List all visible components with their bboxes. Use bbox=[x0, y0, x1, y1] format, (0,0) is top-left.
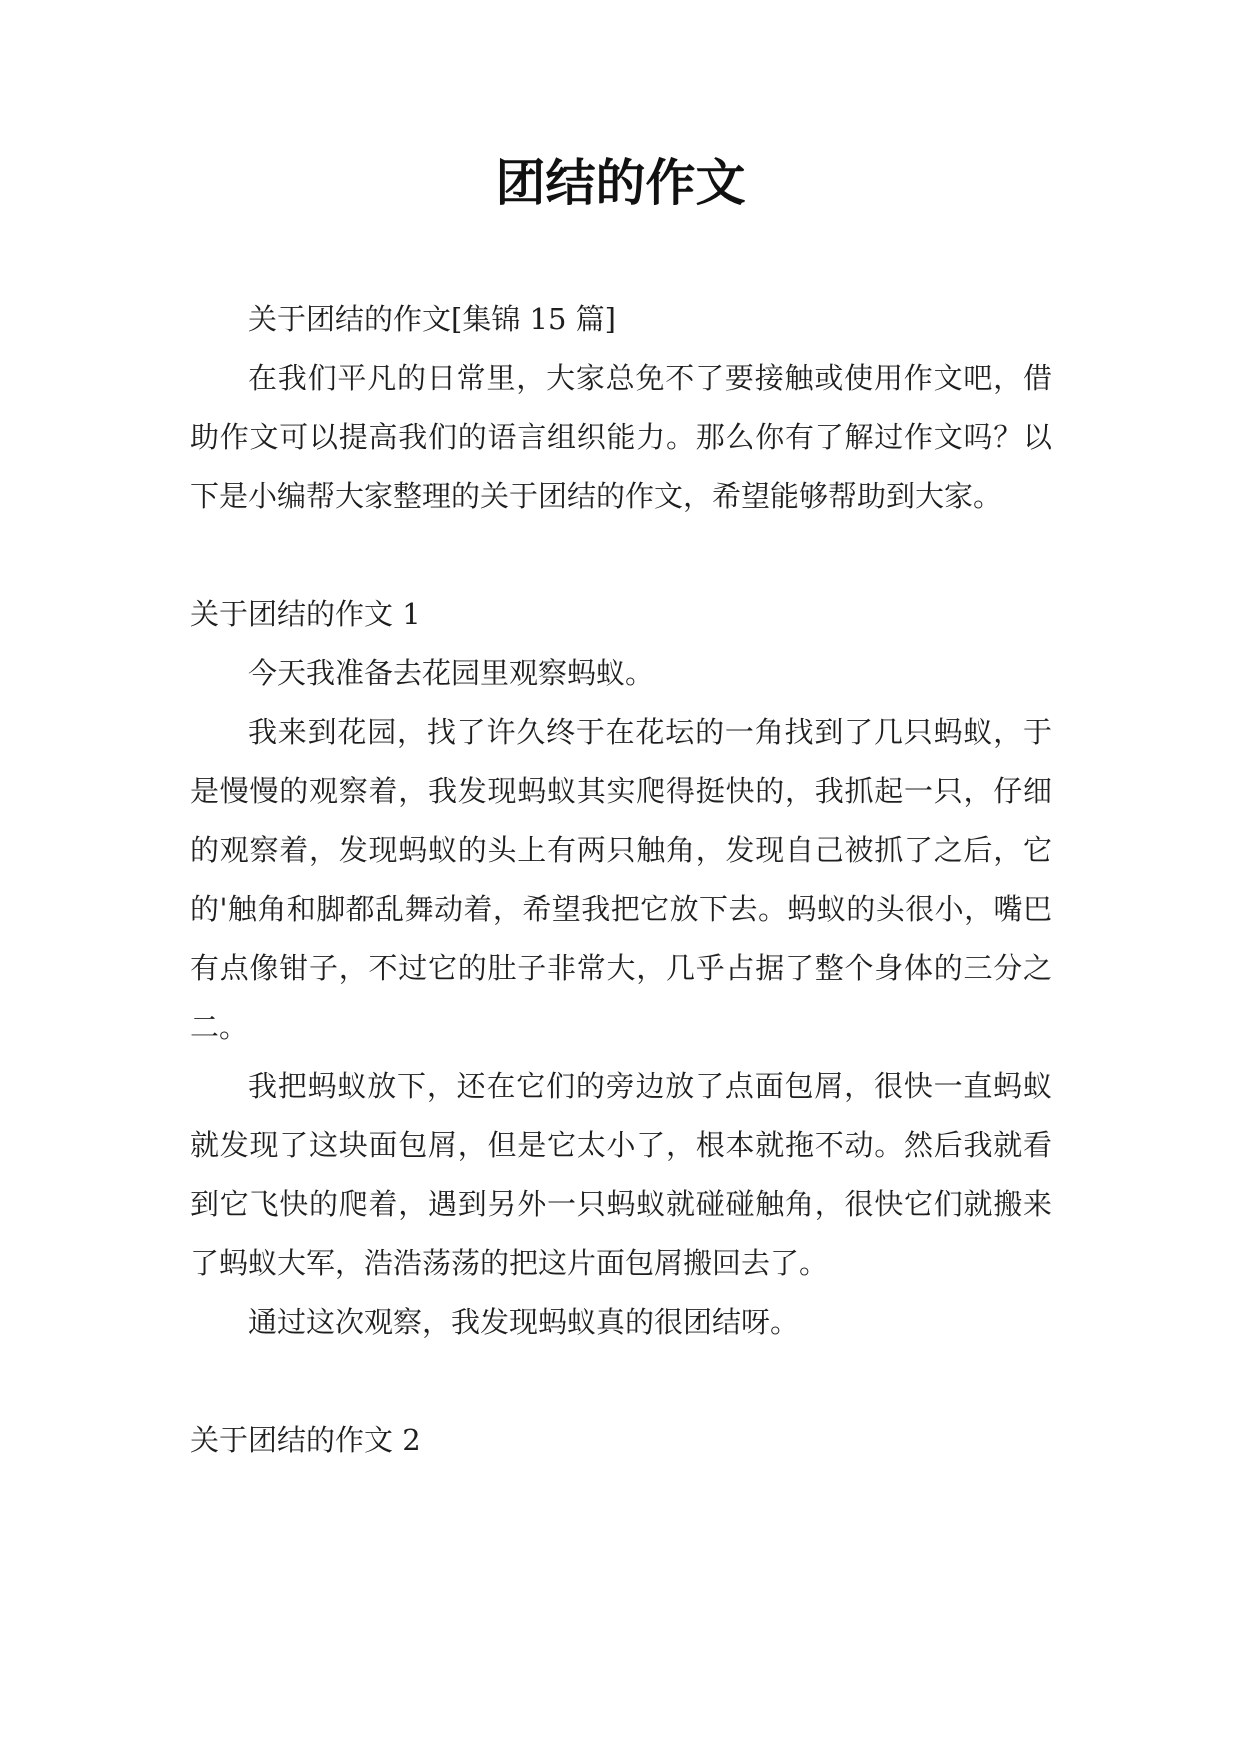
document-body bbox=[190, 290, 1052, 1470]
essay1-paragraph-2: 我来到花园，找了许久终于在花坛的一角找到了几只蚂蚁，于是慢慢的观察着，我发现蚂蚁其实爬得挺快的，我抓起一只，仔细的观察着，发现蚂蚁的头上有两只触角，发现自己被抓了之后，它的'触角和脚都乱舞动着，希望我把它放下去。蚂蚁的头很小，嘴巴有点像钳子，不过它的肚子非常大，几乎占据了整个身体的三分之二。 bbox=[190, 715, 1052, 1044]
essay1-paragraph-3: 我把蚂蚁放下，还在它们的旁边放了点面包屑，很快一直蚂蚁就发现了这块面包屑，但是它太小了，根本就拖不动。然后我就看到它飞快的爬着，遇到另外一只蚂蚁就碰碰触角，很快它们就搬来了蚂蚁大军，浩浩荡荡的把这片面包屑搬回去了。 bbox=[190, 1069, 1052, 1280]
essay1-paragraph-1: 今天我准备去花园里观察蚂蚁。 bbox=[248, 656, 655, 690]
subtitle: 关于团结的作文[集锦 15 篇] bbox=[248, 302, 616, 336]
intro-paragraph: 在我们平凡的日常里，大家总免不了要接触或使用作文吧，借助作文可以提高我们的语言组织能力。那么你有了解过作文吗？以下是小编帮大家整理的关于团结的作文，希望能够帮助到大家。 bbox=[190, 361, 1052, 513]
section-heading-2: 关于团结的作文 2 bbox=[190, 1423, 421, 1457]
page-title: 团结的作文 bbox=[495, 153, 746, 212]
essay1-paragraph-4: 通过这次观察，我发现蚂蚁真的很团结呀。 bbox=[248, 1305, 800, 1339]
section-heading-1: 关于团结的作文 1 bbox=[190, 597, 421, 631]
